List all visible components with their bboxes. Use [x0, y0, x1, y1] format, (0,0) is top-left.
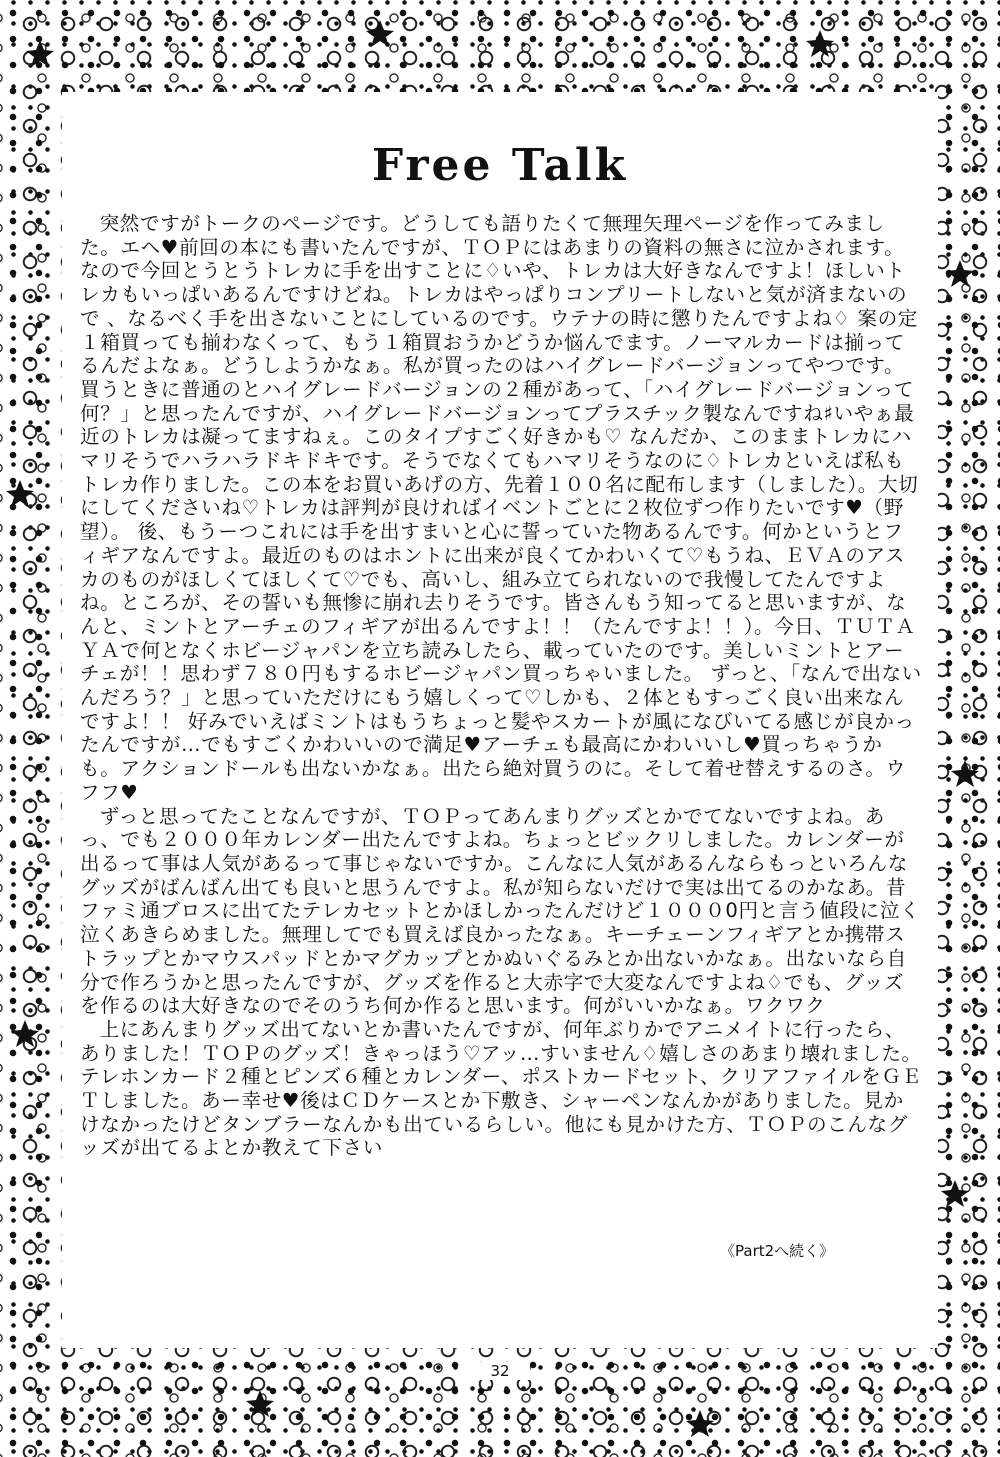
paragraph: 上にあんまりグッズ出てないとか書いたんですが、何年ぶりかでアニメイトに行ったら、ありました！ＴＯＰのグッズ！きゃっほう♡アッ…すいません♢嬉しさのあまり壊れました。テレホンカード２種とピンズ６種とカレンダー、ポストカードセット、クリアファイルをＧＥＴしました。あー幸せ♥後はＣＤケースとか下敷き、シャーペンなんかがありました。見かけなかったけどタンブラーなんかも出ているらしい。他にも見かけた方、ＴＯＰのこんなグッズが出てるよとか教えて下さい [80, 1017, 922, 1160]
page-number: 32 [470, 1362, 530, 1380]
paragraph: ずっと思ってたことなんですが、ＴＯＰってあんまりグッズとかでてないですよね。あっ、でも２０００年カレンダー出たんですよね。ちょっとビックリしました。カレンダーが出るって事は人気があるって事じゃないですか。こんなに人気があるんならもっといろんなグッズがばんばん出ても良いと思うんですよ。私が知らないだけで実は出てるのかなあ。昔ファミ通ブロスに出てたテレカセットとかほしかったんだけど１０００0円と言う値段に泣く泣くあきらめました。無理してでも買えば良かったなぁ。キーチェーンフィギアとか携帯ストラップとかマウスパッドとかマグカップとかぬいぐるみとか出ないかなぁ。出ないなら自分で作ろうかと思ったんですが、グッズを作ると大赤字で大変なんですよね♢でも、グッズを作るのは大好きなのでそのうち何か作ると思います。何がいいかなぁ。ワクワク [80, 804, 921, 1018]
article-body [80, 212, 922, 1160]
page-title: Free Talk [371, 140, 629, 191]
paragraph: 突然ですがトークのページです。どうしても語りたくて無理矢理ページを作ってみました。エヘ♥前回の本にも書いたんですが、ＴＯＰにはあまりの資料の無さに泣かされます。なので今回とうとうトレカに手を出すことに♢いや、トレカは大好きなんですよ！ほしいトレカもいっぱいあるんですけどね。トレカはやっぱりコンプリートしないと気が済まないので 、なるべく手を出さないことにしているのです。ウテナの時に懲りたんですよね♢ 案の定１箱買っても揃わなくって、もう１箱買おうかどうか悩んでます。ノーマルカードは揃ってるんだよなぁ。どうしようかなぁ。私が買ったのはハイグレードバージョンってやつです。買うときに普通のとハイグレードバージョンの２種があって、「ハイグレードバージョンって何？」と思ったんですが、ハイグレードバージョンってプラスチック製なんですね♯いやぁ最近のトレカは凝ってますねぇ。このタイプすごく好きかも♡ なんだか、このままトレカにハマリそうでハラハラドキドキです。そうでなくてもハマリそうなのに♢トレカといえば私もトレカ作りました。この本をお買いあげの方、先着１００名に配布します（しました）。大切にしてくださいね♡トレカは評判が良ければイベントごとに２枚位ずつ作りたいです♥（野望）。 後、もうーつこれには手を出すまいと心に誓っていた物あるんです。何かというとフィギアなんですよ。最近のものはホントに出来が良くてかわいくて♡もうね、ＥＶＡのアスカのものがほしくてほしくて♡でも、高いし、組み立てられないので我慢してたんですよね。ところが、その誓いも無惨に崩れ去りそうです。皆さんもう知ってると思いますが、なんと、ミントとアーチェのフィギアが出るんですよ！！（たんですよ！！）。今日、ＴＵＴＡＹＡで何となくホビージャパンを立ち読みしたら、載っていたのです。美しいミントとアーチェが！！思わず７８０円もするホビージャパン買っちゃいました。 ずっと、「なんで出ないんだろう？」と思っていただけにもう嬉しくって♡しかも、２体ともすっごく良い出来なんですよ！！ 好みでいえばミントはもうちょっと髪やスカートが風になびいてる感じが良かったんですが…でもすごくかわいいので満足♥アーチェも最高にかわいいし♥買っちゃうかも。アクションドールも出ないかなぁ。出たら絶対買うのに。そして着せ替えするのさ。ウフフ♥ [80, 212, 922, 804]
continued-note: 《Part2へ続く》 [720, 1242, 835, 1260]
